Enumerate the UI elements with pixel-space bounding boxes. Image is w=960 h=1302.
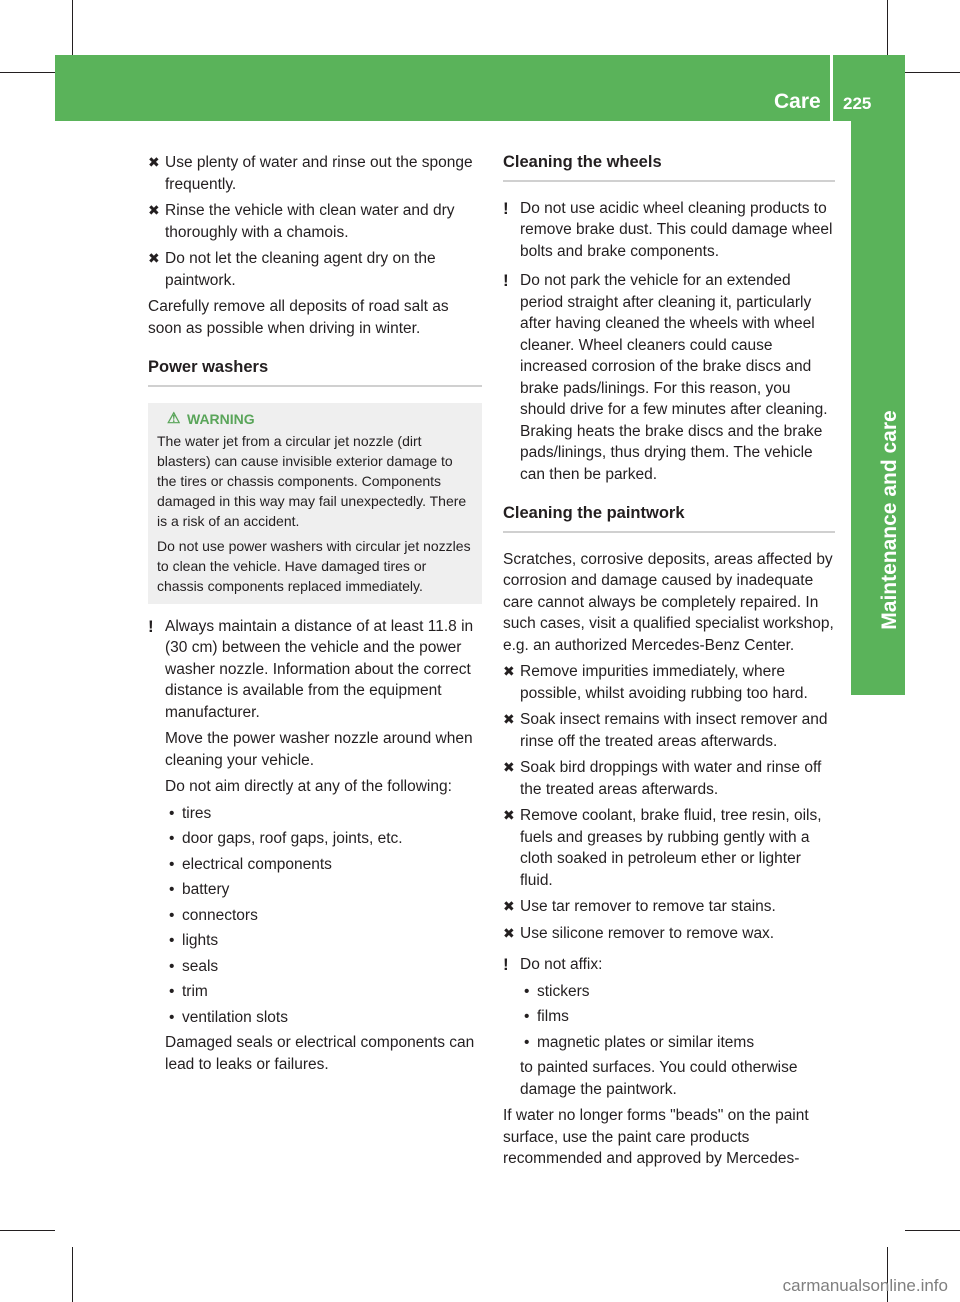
- list-item: • door gaps, roof gaps, joints, etc.: [165, 828, 482, 850]
- crop-mark: [0, 1230, 55, 1231]
- header-divider: [830, 55, 833, 121]
- warning-title: ⚠ WARNING: [167, 409, 255, 427]
- crop-mark: [72, 0, 73, 55]
- section-title: Care: [774, 90, 821, 113]
- arrow-right-icon: ✖: [148, 154, 160, 170]
- list-item: • seals: [165, 956, 482, 978]
- exclamation-icon: !: [503, 955, 509, 974]
- step-item: ✖ Do not let the cleaning agent dry on the paintwork.: [148, 250, 436, 289]
- step-item: ✖ Use silicone remover to remove wax.: [503, 923, 835, 945]
- bullet-icon: •: [169, 932, 175, 949]
- bullet-icon: •: [169, 906, 175, 924]
- arrow-right-icon: ✖: [503, 711, 515, 727]
- bullet-icon: •: [524, 1033, 530, 1051]
- arrow-right-icon: ✖: [503, 924, 515, 941]
- list-item: • electrical components: [165, 854, 482, 876]
- bullet-icon: •: [524, 982, 530, 1000]
- note-paragraph: Always maintain a distance of at least 11.8 in (30 cm) between the vehicle and the power washer nozzle. Information about the correct distance is available from the equipment manufacturer.: [165, 617, 474, 721]
- step-item: ✖ Remove coolant, brake fluid, tree resin, oils, fuels and greases by rubbing gently with a cloth soaked in petroleum ether or lighter fluid.: [503, 807, 822, 889]
- list-item: • magnetic plates or similar items: [520, 1032, 835, 1054]
- bullet-icon: •: [169, 983, 175, 1000]
- exclamation-icon: !: [148, 616, 154, 636]
- warning-paragraph: The water jet from a circular jet nozzle (dirt blasters) can cause invisible exterior damage to the tires or chassis components. Components damaged in this way may fail unexpectedly. There is a risk of an accident.: [157, 432, 467, 529]
- note-block: [148, 616, 482, 1076]
- left-column: [148, 152, 482, 1080]
- arrow-right-icon: ✖: [148, 202, 160, 218]
- paint-intro: Scratches, corrosive deposits, areas affected by corrosion and damage caused by inadequate care cannot always be completely repaired. In such cases, visit a qualified specialist workshop, e.g. an authorized Mercedes-Benz Center.: [503, 550, 834, 654]
- warning-paragraph: Do not use power washers with circular jet nozzles to clean the vehicle. Have damaged tires or chassis components replaced immediately.: [157, 537, 471, 594]
- note-paragraph: to painted surfaces. You could otherwise damage the paintwork.: [520, 1059, 798, 1098]
- list-item: • trim: [165, 981, 482, 1003]
- note-paragraph: Damaged seals or electrical components can lead to leaks or failures.: [165, 1034, 475, 1073]
- bullet-icon: •: [169, 881, 175, 898]
- crop-mark: [72, 1247, 73, 1302]
- arrow-right-icon: ✖: [503, 807, 515, 823]
- wheels-heading: Cleaning the wheels: [503, 152, 835, 182]
- list-item: • battery: [165, 879, 482, 901]
- step-item: ✖ Use plenty of water and rinse out the sponge frequently.: [148, 154, 473, 193]
- crop-mark: [887, 0, 888, 55]
- crop-mark: [905, 72, 960, 73]
- bullet-icon: •: [169, 957, 175, 975]
- note-paragraph: Do not affix:: [520, 956, 603, 973]
- closing-paragraph: If water no longer forms "beads" on the paint surface, use the paint care products recommended and approved by Mercedes-: [503, 1107, 809, 1167]
- step-item: ✖ Remove impurities immediately, where possible, whilst avoiding rubbing too hard.: [503, 663, 808, 702]
- right-column: [503, 152, 835, 1175]
- list-item: • films: [520, 1006, 835, 1028]
- step-item: ✖ Soak insect remains with insect remover and rinse off the treated areas afterwards.: [503, 711, 828, 750]
- bullet-icon: •: [524, 1008, 530, 1025]
- note-block: [503, 954, 835, 1100]
- bullet-icon: •: [169, 855, 175, 873]
- warning-triangle-icon: ⚠: [167, 409, 181, 427]
- salt-paragraph: Carefully remove all deposits of road salt as soon as possible when driving in winter.: [148, 298, 449, 337]
- bullet-icon: •: [169, 1008, 175, 1026]
- chapter-marker: [851, 649, 905, 695]
- list-item: • stickers: [520, 981, 835, 1003]
- list-item: • lights: [165, 930, 482, 952]
- paintwork-heading: Cleaning the paintwork: [503, 503, 835, 533]
- note-block: ! Do not use acidic wheel cleaning products to remove brake dust. This could damage wheel bolts and brake components.: [503, 198, 833, 260]
- step-item: ✖ Rinse the vehicle with clean water and dry thoroughly with a chamois.: [148, 202, 455, 241]
- arrow-right-icon: ✖: [503, 898, 515, 914]
- note-paragraph: Do not aim directly at any of the following:: [165, 778, 452, 795]
- list-item: • ventilation slots: [165, 1007, 482, 1029]
- crop-mark: [0, 72, 55, 73]
- arrow-right-icon: ✖: [148, 250, 160, 266]
- note-block: ! Do not park the vehicle for an extended period straight after cleaning it, particularly after having cleaned the wheels with wheel cleaner. Wheel cleaners could cause increased corrosion of the brake discs and brake pads/linings. For this reason, you should drive for a few minutes after cleaning. Braking heats the brake discs and the brake pads/linings, thus drying them. The vehicle can then be parked.: [503, 271, 828, 483]
- list-item: • tires: [165, 803, 482, 825]
- arrow-right-icon: ✖: [503, 759, 515, 775]
- exclamation-icon: !: [503, 271, 509, 290]
- bullet-icon: •: [169, 830, 175, 847]
- bullet-icon: •: [169, 804, 175, 822]
- step-item: ✖ Use tar remover to remove tar stains.: [503, 896, 835, 918]
- page-number: 225: [843, 94, 872, 113]
- warning-box: [148, 403, 482, 604]
- watermark: carmanualsonline.info: [782, 1276, 948, 1295]
- note-paragraph: Move the power washer nozzle around when cleaning your vehicle.: [165, 730, 473, 769]
- power-washers-heading: Power washers: [148, 357, 482, 387]
- chapter-tab-label: Maintenance and care: [878, 410, 901, 630]
- exclamation-icon: !: [503, 198, 509, 218]
- arrow-right-icon: ✖: [503, 663, 515, 679]
- step-item: ✖ Soak bird droppings with water and rinse off the treated areas afterwards.: [503, 759, 822, 798]
- list-item: • connectors: [165, 905, 482, 927]
- crop-mark: [905, 1230, 960, 1231]
